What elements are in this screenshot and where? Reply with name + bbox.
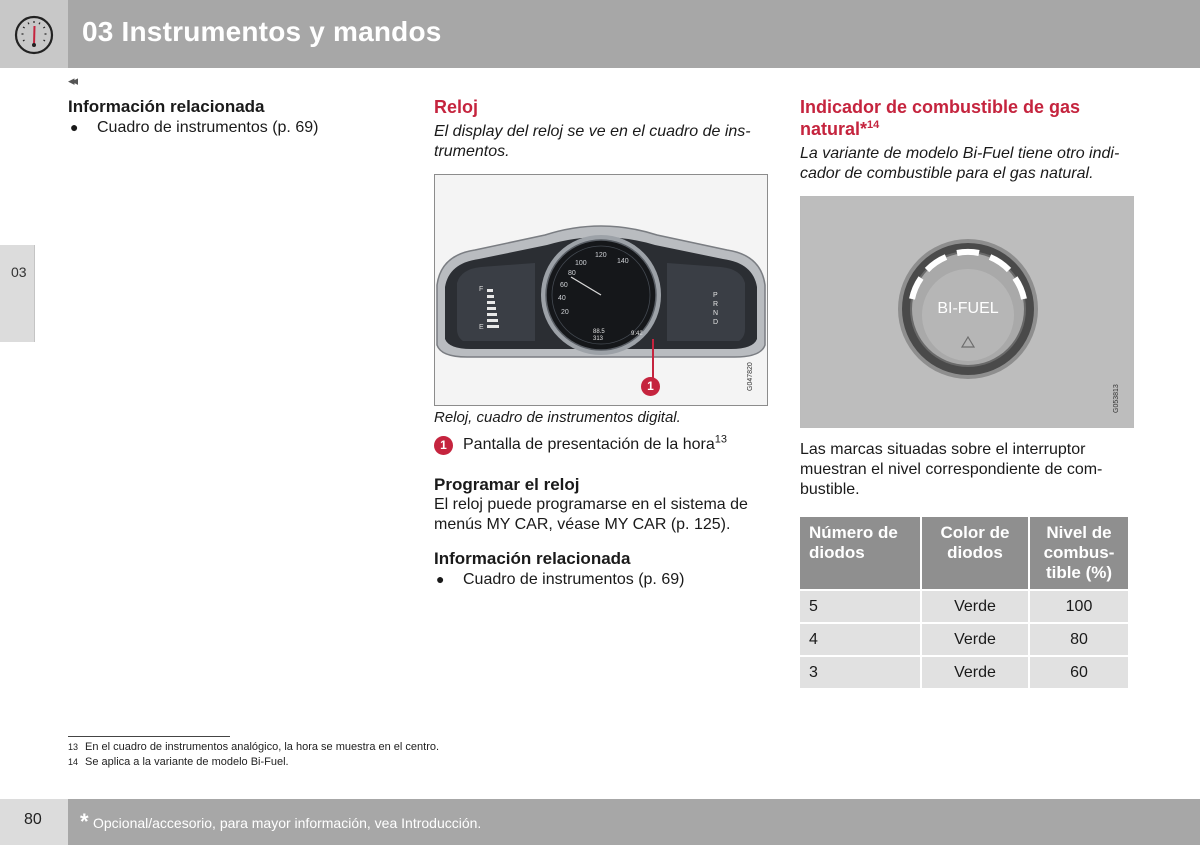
gear-label: P (713, 292, 718, 299)
footnote-divider (68, 736, 230, 737)
svg-text:E: E (479, 324, 484, 331)
table-cell: Verde (922, 657, 1028, 688)
list-item (68, 117, 368, 138)
set-clock-text: El reloj puede programarse en el sistema de menús MY CAR, véase MY CAR (p. 125). (434, 496, 748, 533)
speed-tick-label: 100 (575, 260, 587, 267)
table-cell: 80 (1030, 624, 1128, 655)
clock-intro: El display del reloj se ve en el cuadro de ins-trumentos. (434, 123, 751, 160)
speed-tick-label: 40 (558, 295, 566, 302)
gas-description (800, 440, 1120, 500)
footnote-text: En el cuadro de instrumentos analógico, la hora se muestra en el centro. (85, 741, 440, 753)
column-clock (434, 96, 768, 162)
footnote-14 (68, 756, 289, 768)
bullet-icon: ● (70, 119, 79, 135)
table-header-cell: Color de diodos (922, 517, 1028, 589)
gear-label: R (713, 301, 719, 308)
bifuel-figure (800, 196, 1134, 428)
gas-indicator-title (800, 96, 1134, 140)
set-clock-heading: Programar el reloj (434, 475, 580, 494)
gear-label: N (713, 310, 719, 317)
related-info-heading: Información relacionada (434, 549, 631, 568)
column-gas-indicator (800, 96, 1134, 184)
list-item (434, 569, 768, 590)
related-link[interactable]: Cuadro de instrumentos (p. 69) (463, 571, 685, 588)
figure-id: G053813 (1113, 384, 1120, 413)
table-cell: 4 (800, 624, 920, 655)
related-link[interactable]: Cuadro de instrumentos (p. 69) (97, 119, 319, 136)
footnote-number: 14 (68, 757, 79, 767)
table-cell: 100 (1030, 591, 1128, 622)
footer-note: Opcional/accesorio, para mayor información, vea Introducción. (93, 815, 482, 831)
table-header-cell: Nivel de combus-tible (%) (1030, 517, 1128, 589)
speedometer-gauge-icon (14, 15, 54, 55)
table-row (800, 657, 1128, 688)
speed-tick-label: 20 (561, 309, 569, 316)
callout-legend (434, 435, 768, 455)
clock-section-title: Reloj (434, 97, 479, 117)
speed-tick-label: 80 (568, 270, 576, 277)
table-header-row (800, 517, 1128, 589)
speed-tick-label: 60 (560, 282, 568, 289)
related-info-heading: Información relacionada (68, 97, 265, 116)
back-navigation-icon[interactable]: ◂◂ (68, 73, 76, 88)
page-footer (68, 799, 1200, 845)
chapter-tab[interactable] (0, 245, 35, 342)
speed-tick-label: 120 (595, 252, 607, 259)
page-title: 03 Instrumentos y mandos (82, 16, 442, 47)
gear-label: D (713, 319, 719, 326)
table-cell: 5 (800, 591, 920, 622)
table-cell: Verde (922, 591, 1028, 622)
table-row (800, 624, 1128, 655)
asterisk-icon: * (80, 809, 89, 834)
chapter-tab-label: 03 (11, 264, 27, 280)
footnote-ref-13[interactable]: 13 (714, 433, 727, 446)
column-related-info (68, 96, 368, 138)
table-row (800, 591, 1128, 622)
callout-1-text: Pantalla de presentación de la hora (463, 436, 715, 453)
diode-level-table (798, 515, 1130, 690)
footnote-ref-14[interactable]: 14 (867, 119, 880, 131)
bullet-icon: ● (436, 571, 445, 587)
trip-readout: 313 (593, 336, 604, 342)
page-number-box (0, 799, 68, 845)
table-cell: 60 (1030, 657, 1128, 688)
svg-text:F: F (479, 286, 484, 293)
table-header-cell: Número de diodos (800, 517, 920, 589)
speed-tick-label: 140 (617, 258, 629, 265)
clock-figure (434, 174, 768, 406)
gas-indicator-intro: La variante de modelo Bi-Fuel tiene otro indi-cador de combustible para el gas natural. (800, 145, 1120, 182)
figure-caption: Reloj, cuadro de instrumentos digital. (434, 409, 681, 426)
instrument-cluster-illustration (435, 175, 767, 405)
footnote-text: Se aplica a la variante de modelo Bi-Fuel. (85, 756, 289, 768)
bifuel-button-illustration (801, 197, 1133, 427)
footnote-13 (68, 741, 439, 753)
figure-id: G047820 (747, 362, 754, 391)
clock-figure-text (434, 408, 768, 590)
bifuel-button-label: BI-FUEL (937, 300, 999, 317)
footnote-number: 13 (68, 742, 79, 752)
chapter-icon-box (0, 0, 68, 68)
gas-description-text: Las marcas situadas sobre el interruptor muestran el nivel correspondiente de com-bustible. (800, 441, 1103, 498)
page-header (0, 0, 1200, 68)
table-cell: Verde (922, 624, 1028, 655)
odometer-readout: 88.5 (593, 329, 605, 335)
callout-1-badge: 1 (434, 436, 453, 455)
table-cell: 3 (800, 657, 920, 688)
page-number: 80 (24, 811, 42, 828)
gas-indicator-title-text: Indicador de combustible de gas natural* (800, 97, 1081, 139)
clock-time-readout: 9:42 (631, 331, 643, 337)
callout-1-badge: 1 (641, 377, 660, 396)
